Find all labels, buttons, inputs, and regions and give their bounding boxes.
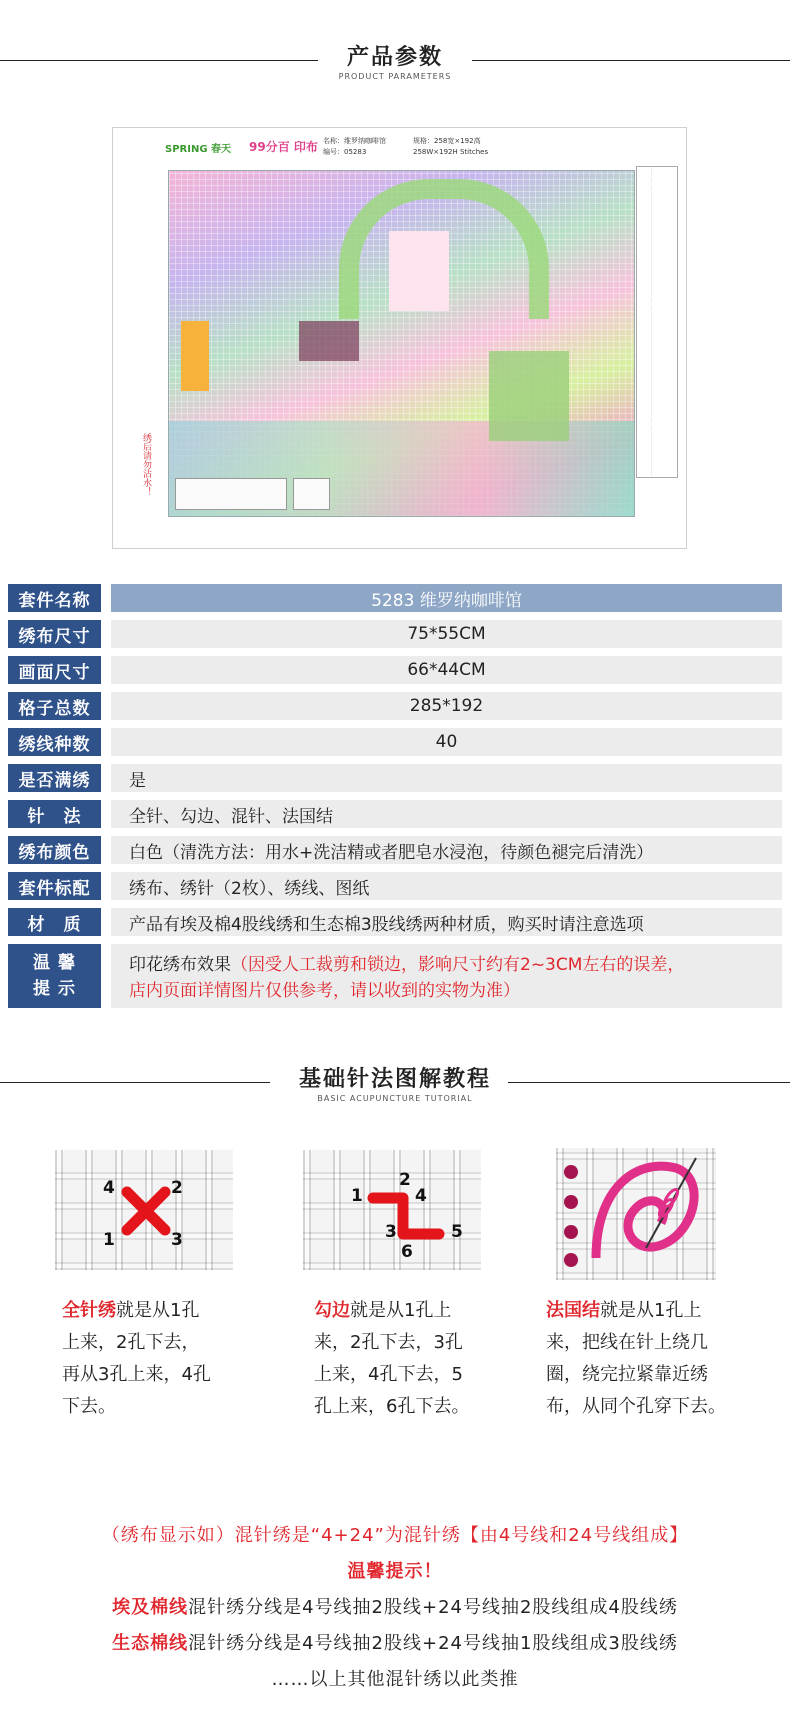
desc-line: 就是从1孔上 [600,1300,702,1321]
row-label: 套件标配 [8,872,101,900]
table-row [8,656,782,684]
row-value: 75*55CM [111,620,782,648]
tip-label-line1: 温 馨 [33,953,76,973]
table-row [8,584,782,612]
desc-line: 来，把线在针上绕几 [546,1332,708,1353]
desc-highlight: 勾边 [314,1300,350,1321]
table-row [8,764,782,792]
outline-stitch-icon [303,1150,481,1270]
desc-highlight: 法国结 [546,1300,600,1321]
divider-right [508,1082,790,1083]
note-text: 混针绣分线是4号线抽2股线+24号线抽1股线组成3股线绣 [188,1633,678,1654]
spring-logo: SPRING 春天 [165,144,232,155]
desc-line: 上来，4孔下去，5 [314,1364,463,1385]
pattern-info-left [323,136,386,158]
divider-left [0,1082,270,1083]
row-label: 套件名称 [8,584,101,612]
section-header-product-params [0,38,790,81]
row-label: 绣布尺寸 [8,620,101,648]
row-value: 绣布、绣针（2枚）、绣线、图纸 [111,872,782,900]
table-row [8,692,782,720]
desc-line: 来，2孔下去，3孔 [314,1332,463,1353]
row-label: 是否满绣 [8,764,101,792]
pattern-door [181,321,209,391]
note-text: 混针绣分线是4号线抽2股线+24号线抽2股线组成4股线绣 [188,1597,678,1618]
hole-label: 5 [451,1222,463,1242]
table-row [8,836,782,864]
tip-red-line1: （因受人工裁剪和锁边，影响尺寸约有2~3CM左右的误差， [231,955,685,975]
outline-stitch-diagram [303,1150,483,1270]
desc-line: 就是从1孔 [116,1300,200,1321]
table-row-tip [8,944,782,1008]
color-legend [636,166,678,478]
note-line-1: （绣布显示如）混针绣是“4+24”为混针绣【由4号线和24号线组成】 [101,1525,689,1546]
stitch-diagram-box-2 [293,478,330,510]
desc-line: 就是从1孔上 [350,1300,452,1321]
row-value: 白色（清洗方法：用水+洗洁精或者肥皂水浸泡，待颜色褪完后清洗） [111,836,782,864]
note-highlight: 埃及棉线 [112,1597,189,1618]
desc-line: 再从3孔上来，4孔 [62,1364,211,1385]
brand-logo: 99分百 印布 [249,140,318,154]
row-value: 全针、勾边、混针、法国结 [111,800,782,828]
pattern-plants [489,351,569,441]
pattern-shadow [299,321,359,361]
tip-red-line2: 店内页面详情图片仅供参考，请以收到的实物为准） [129,981,520,1001]
section-title: 基础针法图解教程 [298,1067,491,1092]
row-value: 5283 维罗纳咖啡馆 [111,584,782,612]
hole-label: 2 [171,1178,183,1198]
pattern-code: 编号：05283 [323,148,367,156]
french-knot-icon [556,1148,716,1280]
french-knot-diagram [556,1148,716,1280]
pattern-warning: 绣后请勿沾水！ [141,433,151,496]
cross-stitch-icon [55,1150,233,1270]
tip-prefix: 印花绣布效果 [129,955,231,975]
hole-label: 2 [399,1170,411,1190]
hole-label: 1 [103,1230,115,1250]
full-stitch-diagram [55,1150,235,1270]
divider-left [0,60,318,61]
section-subtitle: PRODUCT PARAMETERS [338,72,452,81]
full-stitch-description [62,1295,211,1423]
note-line-5: ……以上其他混针绣以此类推 [271,1669,519,1690]
tip-label [8,944,101,1008]
tip-label-line2: 提 示 [33,979,76,999]
row-label: 绣线种数 [8,728,101,756]
mixed-stitch-notes [0,1518,790,1698]
divider-right [472,60,790,61]
pattern-stitches: 258W×192H Stitches [413,148,489,156]
hole-label: 3 [385,1222,397,1242]
stitch-diagram-box [175,478,287,510]
table-row [8,620,782,648]
desc-line: 上来，2孔下去， [62,1332,200,1353]
section-title: 产品参数 [346,45,443,70]
row-label: 格子总数 [8,692,101,720]
hole-label: 3 [171,1230,183,1250]
row-value: 40 [111,728,782,756]
pattern-name: 名称：维罗纳咖啡馆 [323,137,386,145]
pattern-side-instructions [127,168,157,428]
pattern-window [389,231,449,311]
hole-label: 4 [103,1178,115,1198]
desc-line: 布，从同个孔穿下去。 [546,1396,726,1417]
row-label: 材 质 [8,908,101,936]
pattern-chart-image [112,127,687,549]
desc-line: 下去。 [62,1396,116,1417]
row-value: 产品有埃及棉4股线绣和生态棉3股线绣两种材质，购买时请注意选项 [111,908,782,936]
row-value: 是 [111,764,782,792]
desc-highlight: 全针绣 [62,1300,116,1321]
table-row [8,908,782,936]
row-value: 285*192 [111,692,782,720]
row-label: 画面尺寸 [8,656,101,684]
note-highlight: 生态棉线 [112,1633,189,1654]
section-header-tutorial [0,1060,790,1103]
pattern-header [113,128,686,166]
tip-value [111,944,782,1008]
note-line-3 [0,1590,790,1626]
desc-line: 孔上来，6孔下去。 [314,1396,470,1417]
note-line-2: 温馨提示！ [347,1561,443,1582]
hole-label: 4 [415,1186,427,1206]
pattern-info-right [413,136,488,158]
desc-line: 圈，绕完拉紧靠近绣 [546,1364,708,1385]
section-subtitle: BASIC ACUPUNCTURE TUTORIAL [317,1094,473,1103]
row-label: 绣布颜色 [8,836,101,864]
note-line-4 [0,1626,790,1662]
table-row [8,728,782,756]
table-row [8,872,782,900]
table-row [8,800,782,828]
pattern-grid [168,170,635,517]
french-knot-description [546,1295,726,1423]
outline-description [314,1295,469,1423]
pattern-size: 规格：258宽×192高 [413,137,481,145]
row-label: 针 法 [8,800,101,828]
row-value: 66*44CM [111,656,782,684]
hole-label: 6 [401,1242,413,1262]
hole-label: 1 [351,1186,363,1206]
